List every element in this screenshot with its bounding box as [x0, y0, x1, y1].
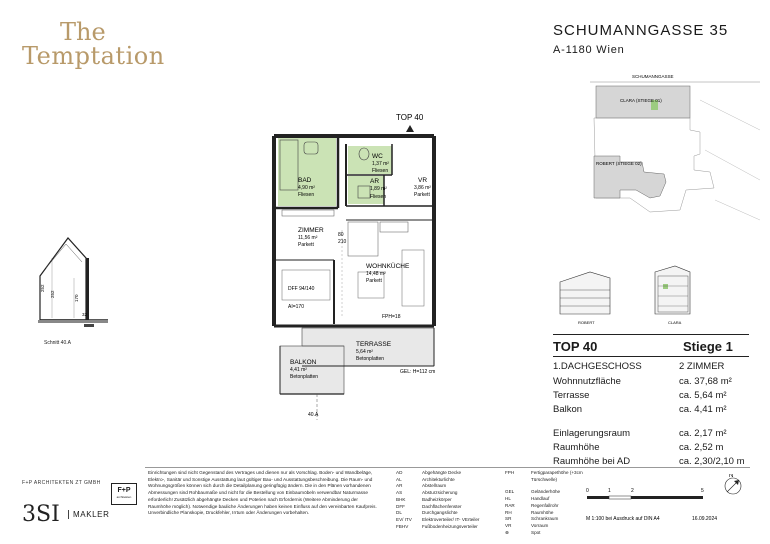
kitchen-block: [348, 222, 378, 256]
room-ar-name: AR: [370, 178, 380, 185]
room-wohnkueche-name: WOHNKÜCHE: [366, 263, 410, 270]
room-bad-name: BAD: [298, 177, 312, 184]
section-drawing: [38, 228, 110, 338]
room-wohnkueche-area: 14,48 m²: [366, 271, 386, 277]
info-floor: 1.DACHGESCHOSS: [553, 361, 642, 372]
section-dim-4: 32: [82, 312, 88, 317]
scale-note: M 1:100 bei Ausdruck auf DIN A4: [586, 516, 660, 522]
info-row: Wohnnutzfläche ca. 37,68 m²: [553, 376, 732, 387]
section-label-robert: ROBERT: [578, 320, 595, 325]
site-map: [590, 70, 760, 240]
info-floor-row: [553, 361, 749, 372]
info-row: Raumhöhe ca. 2,52 m: [553, 442, 724, 453]
legend-col2: FPH Fertigparapethöhe (+3cm Türschwelle) GEL Geländerhöhe HL Handlauf RAR Regenfallrohr RH Raumhöhe SR Schrankraum VR Vorraum ⊗ Spot: [505, 470, 583, 535]
brand-3si: 3SI: [22, 502, 60, 527]
brand-makler: MAKLER: [68, 510, 110, 519]
svg-text:1: 1: [608, 488, 611, 494]
fp-logo: F+P architekten: [111, 483, 137, 505]
svg-text:5: 5: [701, 488, 704, 494]
room-zimmer-area: 11,56 m²: [298, 235, 318, 241]
info-row: Raumhöhe bei AD ca. 2,30/2,10 m: [553, 456, 745, 467]
note-dff: DFF 94/140: [288, 286, 315, 292]
svg-text:0: 0: [586, 488, 589, 494]
section-dim-1: 252: [40, 284, 45, 292]
info-row: Balkon ca. 4,41 m²: [553, 404, 727, 415]
room-terrasse-floor: Betonplatten: [356, 356, 385, 362]
svg-text:2: 2: [631, 488, 634, 494]
site-label-clara: CLARA (STIEGE 01): [620, 98, 662, 103]
site-street-label: SCHUMANNGASSE: [632, 74, 674, 79]
room-zimmer-floor: Parkett: [298, 242, 314, 248]
cut-marker: 40.A: [308, 412, 319, 418]
room-bad-area: 4,90 m²: [298, 185, 315, 191]
room-ar-floor: Fliesen: [370, 194, 387, 200]
info-rooms: 2 ZIMMER: [679, 361, 725, 372]
entry-arrow: [406, 125, 414, 132]
room-vr-floor: Parkett: [414, 192, 430, 198]
note-gel: GEL: H=112 cm: [400, 369, 436, 375]
room-wc-floor: Fliesen: [372, 168, 389, 174]
firm-name: F+P ARCHITEKTEN ZT GMBH: [22, 480, 101, 486]
note-ai: AI=170: [288, 304, 304, 310]
zimmer-door-h: 210: [338, 239, 347, 245]
info-row: Terrasse ca. 5,64 m²: [553, 390, 727, 401]
disclaimer: Einrichtungen sind nicht Gegenstand des Vertrages und dienen nur als Vorschlag. Boden- und Wandbeläge, Elektro-, Sanitär und Sonstige Ausstattung laut gültiger Bau- und Ausstattungsbeschreibung. Die Raum- und Wohnungsgrößen können sich durch die Detailplanung geringfügig ändern. Die in den Plänen vorhandenen Abmessungen sind Rohbaumaße und nicht für die Bestellung von Einbaumöbeln verwendbar Naturmasse erforderlich! Zusätzlich abgehängte Decken und Poterien nach Erfordernis (Weitere Abminderung der Raumhöhe möglich). Notwendige bauliche Änderungen haben keinen Einfluss auf den vereinbarten Kaufpreis. Unverbindliche Planskopie, Druckfehler, Irrtum oder Änderungen vorbehalten.: [148, 470, 377, 516]
info-stiege: Stiege 1: [683, 339, 733, 354]
room-wc-area: 1,37 m²: [372, 161, 389, 167]
room-wc-name: WC: [372, 153, 383, 160]
room-vr-area: 3,86 m²: [414, 185, 431, 191]
section-label-clara: CLARA: [668, 320, 682, 325]
address-city: A-1180 Wien: [553, 44, 625, 56]
room-balkon-floor: Betonplatten: [290, 374, 319, 380]
room-vr-name: VR: [418, 177, 428, 184]
room-balkon-name: BALKON: [290, 359, 317, 366]
plan-top-label: TOP 40: [396, 113, 424, 122]
room-terrasse-area: 5,64 m²: [356, 349, 373, 355]
zimmer-door-w: 80: [338, 232, 344, 238]
note-fph: FPH=18: [382, 314, 401, 320]
room-balkon-area: 4,41 m²: [290, 367, 307, 373]
site-label-robert: ROBERT (STIEGE 02): [596, 161, 642, 166]
legend-col1: AD Abgehängte Decke AL Architekturlichte AR Abstellraum AS Absturzsicherung BHK Badheizkörper DFF Dachflächenfenster DL Durchgangslichte EV/ ITV Elektroverteiler/ IT- VErteiler FBHV Fußbodenheizungsverteiler: [396, 470, 480, 529]
plan-date: 16.09.2024: [692, 516, 718, 522]
north-arrow-icon: [725, 474, 741, 494]
section-dim-3: 170: [74, 294, 79, 302]
logo-the: The: [60, 18, 106, 46]
section-caption: Schnitt 40.A: [44, 340, 71, 346]
sofa: [402, 250, 424, 306]
room-ar-area: 1,89 m²: [370, 186, 387, 192]
wardrobe: [282, 210, 334, 216]
room-zimmer-name: ZIMMER: [298, 227, 324, 234]
section-dim-2: 252: [50, 290, 55, 298]
logo-temptation: Temptation: [22, 42, 165, 70]
info-top-title: TOP 40: [553, 339, 598, 354]
address-street: SCHUMANNGASSE 35: [553, 22, 729, 39]
floor-plan: [262, 110, 452, 430]
room-wohnkueche-floor: Parkett: [366, 278, 382, 284]
section-view: [550, 262, 705, 332]
bed: [282, 270, 330, 300]
scale-bar: [586, 474, 756, 524]
room-bad-floor: Fliesen: [298, 192, 315, 198]
north-label: N: [729, 474, 734, 479]
info-row: Einlagerungsraum ca. 2,17 m²: [553, 428, 727, 439]
room-terrasse-name: TERRASSE: [356, 341, 392, 348]
